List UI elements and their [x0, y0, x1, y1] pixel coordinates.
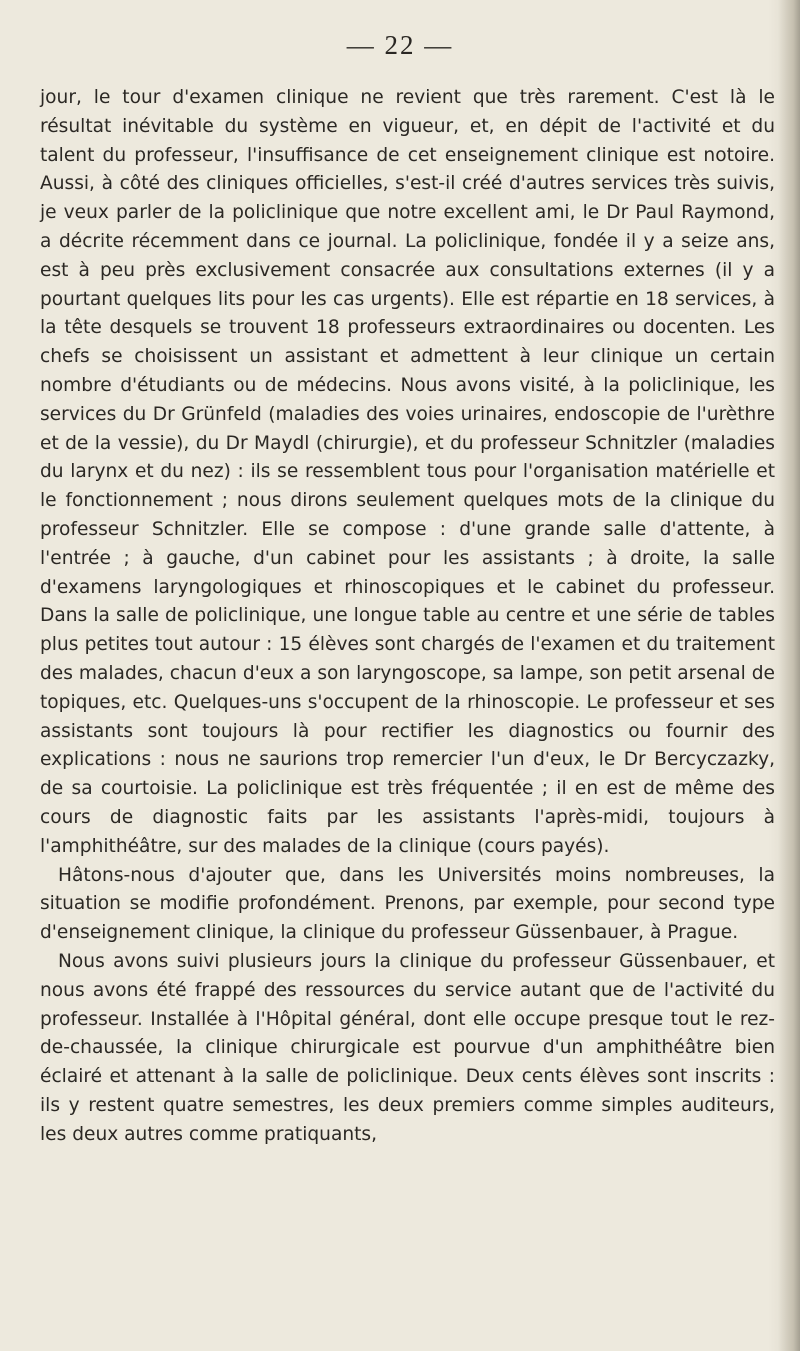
paragraph: Nous avons suivi plusieurs jours la clinique du professeur Güssenbauer, et nous avons été frappé des ressources du service autant que de l'activité du professeur. Installée à l'Hôpital général, dont elle occupe presque tout le rez-de-chaussée, la clinique chirurgicale est pourvue d'un amphithéâtre bien éclairé et attenant à la salle de policlinique. Deux cents élèves sont inscrits : ils y restent quatre semestres, les deux premiers comme simples auditeurs, les deux autres comme pratiquants, — [40, 950, 775, 1145]
paragraph: Hâtons-nous d'ajouter que, dans les Universités moins nombreuses, la situation se modifie profondément. Prenons, par exemple, pour second type d'enseignement clinique, la clinique du professeur Güssenbauer, à Prague. — [40, 864, 775, 944]
body-text — [40, 84, 775, 1149]
page-edge-shadow — [778, 0, 800, 1351]
paragraph: jour, le tour d'examen clinique ne revient que très rarement. C'est là le résultat inévitable du système en vigueur, et, en dépit de l'activité et du talent du professeur, l'insuffisance de cet enseignement clinique est notoire. Aussi, à côté des cliniques officielles, s'est-il créé d'autres services très suivis, je veux parler de la policlinique que notre excellent ami, le Dr Paul Raymond, a décrite récemment dans ce journal. La policlinique, fondée il y a seize ans, est à peu près exclusivement consacrée aux consultations externes (il y a pourtant quelques lits pour les cas urgents). Elle est répartie en 18 services, à la tête desquels se trouvent 18 professeurs extraordinaires ou docenten. Les chefs se choisissent un assistant et admettent à leur clinique un certain nombre d'étudiants ou de médecins. Nous avons visité, à la policlinique, les services du Dr Grünfeld (maladies des voies urinaires, endoscopie de l'urèthre et de la vessie), du Dr Maydl (chirurgie), et du professeur Schnitzler (maladies du larynx et du nez) : ils se ressemblent tous pour l'organisation matérielle et le fonctionnement ; nous dirons seulement quelques mots de la clinique du professeur Schnitzler. Elle se compose : d'une grande salle d'attente, à l'entrée ; à gauche, d'un cabinet pour les assistants ; à droite, la salle d'examens laryngologiques et rhinoscopiques et le cabinet du professeur. Dans la salle de policlinique, une longue table au centre et une série de tables plus petites tout autour : 15 élèves sont chargés de l'examen et du traitement des malades, chacun d'eux a son laryngoscope, sa lampe, son petit arsenal de topiques, etc. Quelques-uns s'occupent de la rhinoscopie. Le professeur et ses assistants sont toujours là pour rectifier les diagnostics ou fournir des explications : nous ne saurions trop remercier l'un d'eux, le Dr Bercyczazky, de sa courtoisie. La policlinique est très fréquentée ; il en est de même des cours de diagnostic faits par les assistants l'après-midi, toujours à l'amphithéâtre, sur des malades de la clinique (cours payés). — [40, 87, 775, 857]
page-number: — 22 — — [346, 30, 454, 60]
